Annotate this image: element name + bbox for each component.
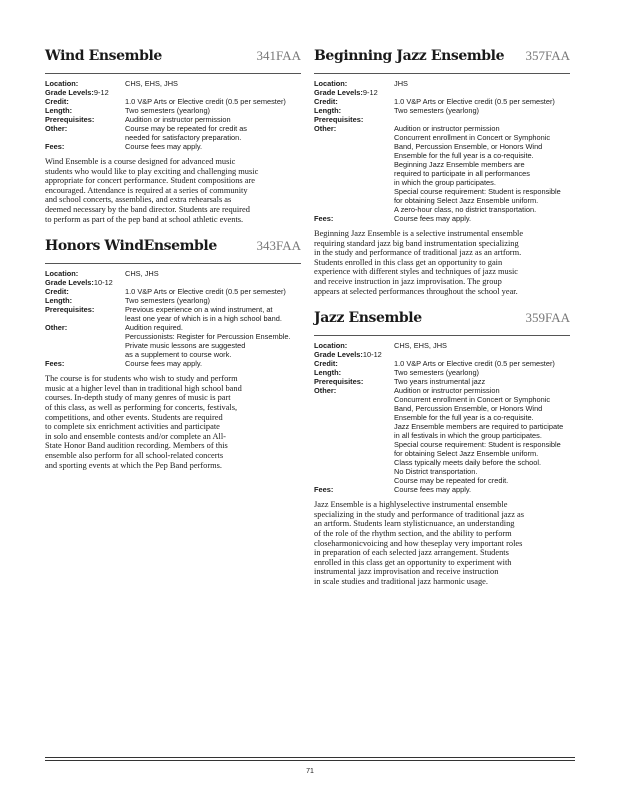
course-info-table [314,79,570,223]
info-values [394,341,570,350]
info-label: Length: [314,368,342,378]
info-values [394,359,570,368]
description-line: specializing in the study and performance of traditional jazz as [314,509,524,519]
info-row [45,278,301,287]
section-rule [314,335,570,336]
course-wind-ensemble [45,48,301,224]
description-line: requiring standard jazz big band instrumentation specializing [314,238,519,248]
info-label: Credit: [314,359,338,369]
description-line: music at a higher level than in traditional high school band [45,383,242,393]
info-row [45,106,301,115]
info-value: 9-12 [362,88,378,97]
info-value [394,115,570,124]
info-row [314,79,570,88]
description-line: encouraged. Attendance is required at a series of community [45,185,248,195]
info-label: Length: [45,296,73,306]
info-value: Two semesters (yearlong) [394,368,480,378]
info-row [45,305,301,323]
info-label: Other: [45,323,68,333]
info-row [314,341,570,350]
description-line: competitions, and other events. Students are required [45,412,223,422]
course-title: Jazz Ensemble [314,310,422,327]
info-label: Fees: [45,142,65,151]
info-values [394,386,570,485]
info-value: Previous experience on a wind instrument, at [125,305,273,315]
info-label: Grade Levels: [45,278,94,288]
course-header [314,310,570,332]
description-line: experience with different styles and techniques of jazz music [314,267,519,277]
info-label: Location: [314,79,348,88]
info-row [45,97,301,106]
info-label: Fees: [314,214,334,223]
info-label: Length: [45,106,73,115]
info-value: Ensemble for the full year is a co-requisite. [394,413,534,423]
right-column [314,48,570,601]
info-value: Two semesters (yearlong) [394,106,480,115]
description-line: in scale studies and traditional jazz harmonic usage. [314,576,488,586]
info-value: Course fees may apply. [394,214,472,223]
info-values [125,305,301,323]
info-value: CHS, EHS, JHS [394,341,447,351]
section-rule [45,263,301,264]
description-line: closeharmonicvoicing and how theseplay very important roles [314,538,523,548]
info-values [125,359,301,368]
info-value: Class typically meets daily before the school. [394,458,542,468]
info-value: Concurrent enrollment in Concert or Symphonic [394,133,551,142]
info-values [125,124,301,142]
info-label: Location: [45,269,79,279]
info-label: Length: [314,106,342,115]
info-values [125,287,301,296]
info-values [394,124,570,214]
info-value: Concurrent enrollment in Concert or Symphonic [394,395,551,405]
info-label: Location: [45,79,79,88]
info-value: Jazz Ensemble members are required to participate [394,422,564,432]
info-value: Beginning Jazz Ensemble members are [394,160,525,169]
info-value: 1.0 V&P Arts or Elective credit (0.5 per semester) [125,287,286,297]
info-value: Ensemble for the full year is a co-requisite. [394,151,534,160]
info-values [394,115,570,124]
info-row [45,323,301,359]
info-label: Grade Levels: [314,350,363,360]
info-value: in all festivals in which the group participates. [394,431,542,441]
info-value: 1.0 V&P Arts or Elective credit (0.5 per semester) [125,97,286,106]
info-value: Percussionists: Register for Percussion Ensemble. [125,332,291,342]
info-row [45,88,301,97]
info-row [45,115,301,124]
info-row [45,296,301,305]
course-info-table [45,269,301,368]
description-line: to perform as part of the pep band at school athletic events. [45,214,244,224]
info-label: Other: [314,124,337,133]
course-code: 357FAA [525,48,570,63]
info-value: Audition or instructor permission [125,115,231,124]
info-values [125,269,301,278]
info-row [314,350,570,359]
info-row [45,124,301,142]
info-value: in which the group participates. [394,178,496,187]
info-values [125,296,301,305]
info-value: Audition or instructor permission [394,124,500,133]
page-number: 71 [306,768,314,775]
description-line: Wind Ensemble is a course designed for advanced music [45,157,236,166]
info-label: Credit: [314,97,338,106]
info-values [394,377,570,386]
info-value: Audition or instructor permission [394,386,500,396]
info-label: Prerequisites: [45,115,95,124]
info-values [394,214,570,223]
description-line: appears at selected performances throughout the school year. [314,286,518,296]
info-value: Special course requirement: Student is responsible [394,440,561,450]
course-header [314,48,570,70]
info-values [394,106,570,115]
description-line: The course is for students who wish to study and perform [45,374,238,384]
left-column [45,48,301,484]
info-values [125,79,301,88]
info-row [45,79,301,88]
info-value: 1.0 V&P Arts or Elective credit (0.5 per semester) [394,97,555,106]
info-values [125,106,301,115]
info-value: 10-12 [93,278,113,288]
info-value: CHS, JHS [125,269,159,279]
course-description [45,157,301,224]
description-line: in preparation of each selected jazz arrangement. Students [314,548,509,558]
section-rule [314,73,570,74]
info-row [314,97,570,106]
course-info-table [45,79,301,151]
info-row [314,386,570,485]
description-line: State Honor Band audition recording. Members of this [45,441,228,451]
description-line: Jazz Ensemble is a highlyselective instrumental ensemble [314,500,508,510]
info-value: 10-12 [362,350,382,360]
description-line: in solo and ensemble contests and/or complete an All- [45,431,226,441]
info-label: Other: [314,386,337,396]
description-line: enrolled in this class get an opportunity to experiment with [314,557,512,567]
course-description [314,500,570,586]
info-value: Special course requirement: Student is responsible [394,187,561,196]
info-value: needed for satisfactory preparation. [125,133,242,142]
course-jazz-ensemble [314,310,570,586]
info-values [125,323,301,359]
info-value: Band, Percussion Ensemble, or Honors Wind [394,142,543,151]
info-values [125,97,301,106]
course-title: Wind Ensemble [45,48,162,64]
course-code: 343FAA [256,238,301,254]
info-value: required to participate in all performances [394,169,530,178]
info-row [314,359,570,368]
info-value: for obtaining Select Jazz Ensemble uniform. [394,449,539,459]
info-value: 1.0 V&P Arts or Elective credit (0.5 per semester) [394,359,555,369]
description-line: an artform. Students learn stylisticnuance, an understanding [314,519,515,529]
info-row [314,115,570,124]
info-value: as a supplement to course work. [125,350,232,360]
description-line: in the study and performance of traditional jazz as an artform. [314,248,522,258]
description-line: of the role of the rhythm section, and the ability to perform [314,528,512,538]
info-label: Prerequisites: [314,377,364,387]
footer-rule-top [45,757,575,758]
course-description [314,229,570,296]
description-line: ensemble also perform for all school-related concerts [45,450,224,460]
info-value: Course fees may apply. [125,142,203,151]
info-value: least one year of which is in a high school band. [125,314,282,324]
info-row [314,88,570,97]
info-label: Location: [314,341,348,351]
description-line: and sporting events at which the Pep Band performs. [45,460,222,470]
info-value: Course fees may apply. [125,359,203,369]
info-row [314,368,570,377]
info-label: Prerequisites: [314,115,364,124]
course-title: Honors WindEnsemble [45,238,217,255]
info-values [394,368,570,377]
info-row [314,377,570,386]
info-value: Two semesters (yearlong) [125,296,211,306]
course-header [45,238,301,260]
description-line: courses. In-depth study of many genres of music is part [45,393,231,403]
info-value: for obtaining Select Jazz Ensemble uniform. [394,196,539,205]
course-info-table [314,341,570,494]
info-label: Fees: [45,359,65,369]
course-beginning-jazz-ensemble [314,48,570,296]
info-value: Two semesters (yearlong) [125,106,211,115]
info-value: Two years instrumental jazz [394,377,486,387]
course-honors-wind-ensemble [45,238,301,470]
info-label: Other: [45,124,68,133]
info-value: Course may be repeated for credit. [394,476,509,486]
info-value: A zero-hour class, no district transportation. [394,205,537,214]
description-line: instrumental jazz improvisation and receive instruction [314,567,499,577]
info-values [394,485,570,494]
course-code: 341FAA [256,48,301,63]
info-value: No District transportation. [394,467,478,477]
info-value: 9-12 [93,88,109,97]
info-value: Audition required. [125,323,183,333]
description-line: Beginning Jazz Ensemble is a selective instrumental ensemble [314,229,524,238]
description-line: and school concerts, assemblies, and extra rehearsals as [45,195,232,205]
description-line: and receive instruction in jazz improvisation. The group [314,276,502,286]
info-label: Fees: [314,485,334,495]
description-line: appropriate for concert performance. Student compositions are [45,176,255,186]
info-values [394,79,570,88]
info-row [314,214,570,223]
info-values [125,115,301,124]
info-values [394,97,570,106]
info-label: Credit: [45,97,69,106]
course-header [45,48,301,70]
info-row [314,124,570,214]
info-value: Private music lessons are suggested [125,341,246,351]
course-title: Beginning Jazz Ensemble [314,48,505,64]
info-value: Course fees may apply. [394,485,472,495]
description-line: to complete six enrichment activities and participate [45,422,220,432]
description-line: Students enrolled in this class get an opportunity to gain [314,257,503,267]
info-label: Credit: [45,287,69,297]
info-values [125,142,301,151]
info-value: Band, Percussion Ensemble, or Honors Wind [394,404,543,414]
info-row [314,106,570,115]
section-rule [45,73,301,74]
info-row [45,359,301,368]
info-label: Grade Levels: [314,88,363,97]
footer-rule-bottom [45,760,575,761]
info-value: Course may be repeated for credit as [125,124,248,133]
info-value: JHS [394,79,408,88]
description-line: of this class, as well as performing for concerts, festivals, [45,402,238,412]
info-row [45,142,301,151]
description-line: deemed necessary by the band director. Students are required [45,204,250,214]
info-row [45,269,301,278]
description-line: students who would like to play exciting and challenging music [45,166,259,176]
info-value: CHS, EHS, JHS [125,79,178,88]
course-description [45,374,301,470]
info-row [314,485,570,494]
info-label: Prerequisites: [45,305,95,315]
info-label: Grade Levels: [45,88,94,97]
course-code: 359FAA [525,310,570,326]
info-row [45,287,301,296]
